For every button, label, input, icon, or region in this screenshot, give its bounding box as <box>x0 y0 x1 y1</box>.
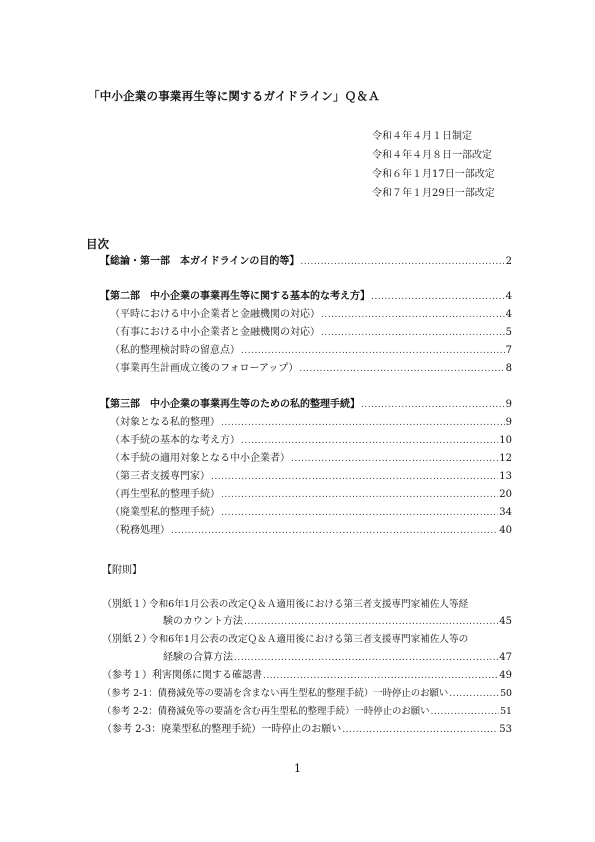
toc-entry[interactable] <box>102 667 512 685</box>
revision-date: 令和６年１月17日一部改定 <box>372 169 495 180</box>
toc-entry[interactable] <box>110 486 512 504</box>
toc-entry-page: 53 <box>499 724 512 735</box>
toc-leader <box>241 342 505 360</box>
toc-entry-page: 49 <box>499 670 512 681</box>
appendix-entry-label-cont: 験のカウント方法 <box>163 616 243 627</box>
toc-entry[interactable] <box>100 396 512 414</box>
toc-entry[interactable] <box>163 649 512 667</box>
toc-entry[interactable] <box>163 613 512 631</box>
toc-entry-page: 13 <box>499 471 512 482</box>
toc-leader <box>449 685 499 703</box>
toc-entry-page: 51 <box>500 706 512 717</box>
toc-entry[interactable] <box>102 685 512 703</box>
toc-entry-page: 9 <box>505 417 512 428</box>
toc-entry-page: 47 <box>499 652 512 663</box>
toc-leader <box>342 721 498 739</box>
toc-entry-page: 45 <box>499 616 512 627</box>
appendix-entry-head: （別紙１） <box>102 599 152 610</box>
toc-leader <box>244 613 498 631</box>
toc-entry[interactable] <box>110 468 512 486</box>
appendix-entry-label: （参考 2-3：廃業型私的整理手続）一時停止のお願い <box>102 724 342 735</box>
document-title: 「中小企業の事業再生等に関するガイドライン」Ｑ＆Ａ <box>88 89 380 103</box>
toc-leader <box>171 522 498 540</box>
toc-entry-label: （本手続の適用対象となる中小企業者） <box>110 453 290 464</box>
toc-entry-label: （本手続の基本的な考え方） <box>110 435 240 446</box>
toc-entry-page: 12 <box>499 453 512 464</box>
toc-entry-page: 4 <box>505 309 512 320</box>
revision-dates <box>372 127 522 203</box>
toc-leader <box>361 396 505 414</box>
appendix-heading: 【附則】 <box>102 565 142 576</box>
toc-entry-label: 【第二部 中小企業の事業再生等に関する基本的な考え方】 <box>100 291 370 302</box>
toc-entry[interactable] <box>102 703 512 721</box>
toc-entry[interactable] <box>100 253 512 271</box>
toc-entry-label: 【総論・第一部 本ガイドラインの目的等】 <box>100 256 300 267</box>
toc-entry-page: 7 <box>505 345 512 356</box>
toc-entry-page: 50 <box>500 688 512 699</box>
appendix-entry-head: （別紙２） <box>102 634 152 645</box>
toc-entry[interactable] <box>110 522 512 540</box>
toc-leader <box>299 360 504 378</box>
toc-entry[interactable] <box>110 306 512 324</box>
toc-entry-page: 2 <box>505 256 512 267</box>
toc-entry[interactable] <box>110 450 512 468</box>
toc-entry-label: 【第三部 中小企業の事業再生等のための私的整理手続】 <box>100 399 360 410</box>
toc-entry-label: （再生型私的整理手続） <box>110 489 220 500</box>
toc-entry[interactable] <box>102 721 512 739</box>
toc-leader <box>234 649 498 667</box>
toc-leader <box>263 667 498 685</box>
toc-leader <box>300 253 504 271</box>
toc-entry[interactable] <box>110 504 512 522</box>
toc-entry-page: 34 <box>499 507 512 518</box>
toc-leader <box>221 504 498 522</box>
revision-date: 令和７年１月29日一部改定 <box>372 188 495 199</box>
toc-leader <box>321 306 505 324</box>
toc-leader <box>371 288 505 306</box>
toc-entry-label: （第三者支援専門家） <box>110 471 210 482</box>
toc-leader <box>221 414 505 432</box>
toc-entry-label: （有事における中小企業者と金融機関の対応） <box>110 327 320 338</box>
toc-leader <box>211 468 498 486</box>
toc-entry-label: （対象となる私的整理） <box>110 417 220 428</box>
toc-entry-label: （税務処理） <box>110 525 170 536</box>
revision-date: 令和４年４月８日一部改定 <box>372 150 492 161</box>
toc-entry-page: 20 <box>499 489 512 500</box>
appendix-entry-label: （参考 2-1：債務減免等の要請を含まない再生型私的整理手続）一時停止のお願い <box>102 688 449 699</box>
appendix-entry-label[interactable]: 令和6年1月公表の改定Ｑ＆Ａ適用後における第三者支援専門家補佐人等経 <box>149 599 469 610</box>
appendix-entry-label[interactable]: 令和6年1月公表の改定Ｑ＆Ａ適用後における第三者支援専門家補佐人等の <box>149 634 469 645</box>
toc-leader <box>430 703 499 721</box>
toc-entry[interactable] <box>110 360 512 378</box>
toc-leader <box>291 450 498 468</box>
toc-entry-page: 5 <box>505 327 512 338</box>
revision-date: 令和４年４月１日制定 <box>372 131 472 142</box>
toc-entry-page: 4 <box>505 291 512 302</box>
appendix-entry-label-cont: 経験の合算方法 <box>163 652 233 663</box>
toc-entry-page: 8 <box>505 363 512 374</box>
page-number: 1 <box>294 762 301 775</box>
toc-entry[interactable] <box>110 432 512 450</box>
toc-entry-page: 40 <box>499 525 512 536</box>
toc-entry-label: （平時における中小企業者と金融機関の対応） <box>110 309 320 320</box>
toc-entry[interactable] <box>110 414 512 432</box>
toc-entry[interactable] <box>110 324 512 342</box>
appendix-entry-label: （参考 2-2：債務減免等の要請を含む再生型私的整理手続）一時停止のお願い <box>102 706 430 717</box>
toc-entry[interactable] <box>100 288 512 306</box>
toc-leader <box>221 486 498 504</box>
toc-entry-label: （事業再生計画成立後のフォローアップ） <box>110 363 299 374</box>
toc-entry-label: （廃業型私的整理手続） <box>110 507 220 518</box>
toc-entry-page: 10 <box>499 435 512 446</box>
toc-leader <box>321 324 505 342</box>
toc-heading: 目次 <box>86 237 109 251</box>
toc-entry[interactable] <box>110 342 512 360</box>
toc-entry-label: （私的整理検討時の留意点） <box>110 345 240 356</box>
appendix-entry-label: （参考１）利害関係に関する確認書 <box>102 670 262 681</box>
toc-entry-page: 9 <box>505 399 512 410</box>
toc-leader <box>241 432 498 450</box>
